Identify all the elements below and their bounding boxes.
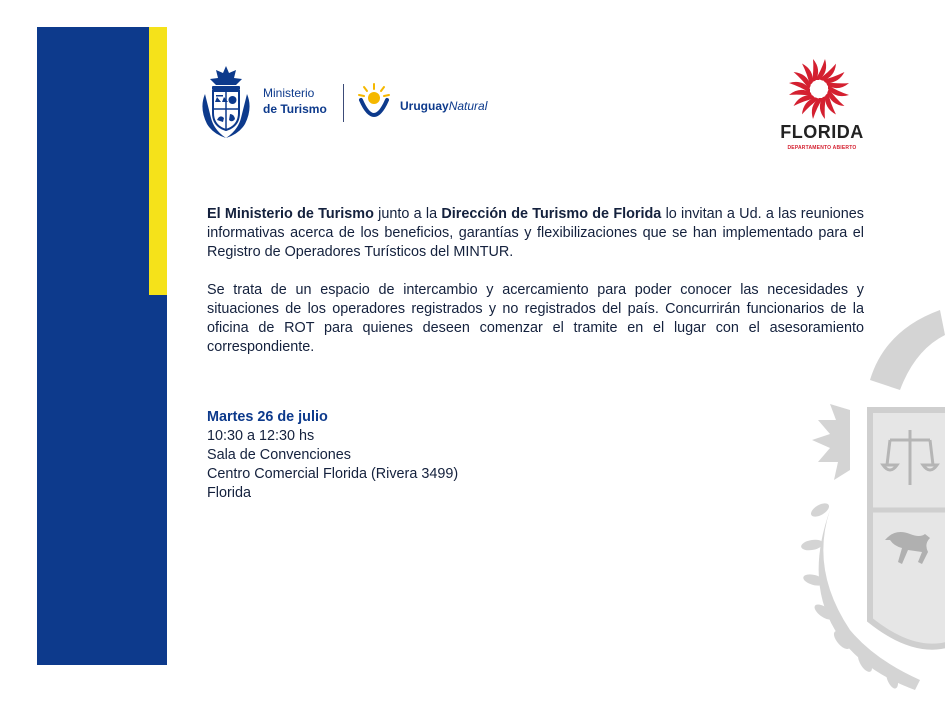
de-turismo-label: de Turismo (263, 102, 327, 116)
ministerio-label: Ministerio (263, 86, 315, 100)
event-room: Sala de Convenciones (207, 447, 352, 463)
logo-divider (343, 84, 344, 122)
ministerio-turismo-logo (197, 64, 507, 142)
invitation-paragraph-2: Se trata de un espacio de intercambio y acercamiento para poder conocer las necesidades y situaciones de los operadores registrados y no registrados del país. Concurrirán funcionarios de la oficina de ROT para quienes deseen comenzar el tramite en el lugar con el asesoramiento correspondiente. (207, 282, 864, 355)
blue-side-bar (37, 27, 167, 665)
florida-red-burst-icon (788, 58, 850, 120)
uruguay-natural-sun-icon (357, 82, 391, 122)
uruguay-word: Uruguay (400, 99, 449, 113)
uruguay-coat-of-arms-icon (197, 64, 255, 140)
paragraph-1-text-b: lo invitan a Ud. a las reuniones informativas acerca de los beneficios, garantías y flexibilizaciones que se han implementado para el Registro de Operadores Turísticos del MINTUR. (207, 206, 864, 260)
florida-tagline: DEPARTAMENTO ABIERTO (787, 145, 857, 151)
invitation-paragraph-1 (207, 205, 864, 262)
event-details (207, 408, 458, 503)
florida-name: FLORIDA (780, 122, 864, 142)
event-time: 10:30 a 12:30 hs (207, 428, 315, 444)
paragraph-1-text-a: junto a la (373, 206, 442, 222)
uruguay-natural-label (400, 99, 487, 113)
invitation-body (207, 205, 864, 357)
event-city: Florida (207, 485, 251, 501)
direccion-mention: Dirección de Turismo de Florida (441, 206, 662, 222)
event-venue: Centro Comercial Florida (Rivera 3499) (207, 466, 459, 482)
ministerio-mention: El Ministerio de Turismo (207, 206, 374, 222)
coat-of-arms-watermark (790, 300, 945, 700)
florida-logo (778, 58, 866, 158)
yellow-accent-bar (149, 27, 167, 295)
event-date: Martes 26 de julio (207, 409, 328, 425)
natural-word: Natural (448, 99, 488, 113)
